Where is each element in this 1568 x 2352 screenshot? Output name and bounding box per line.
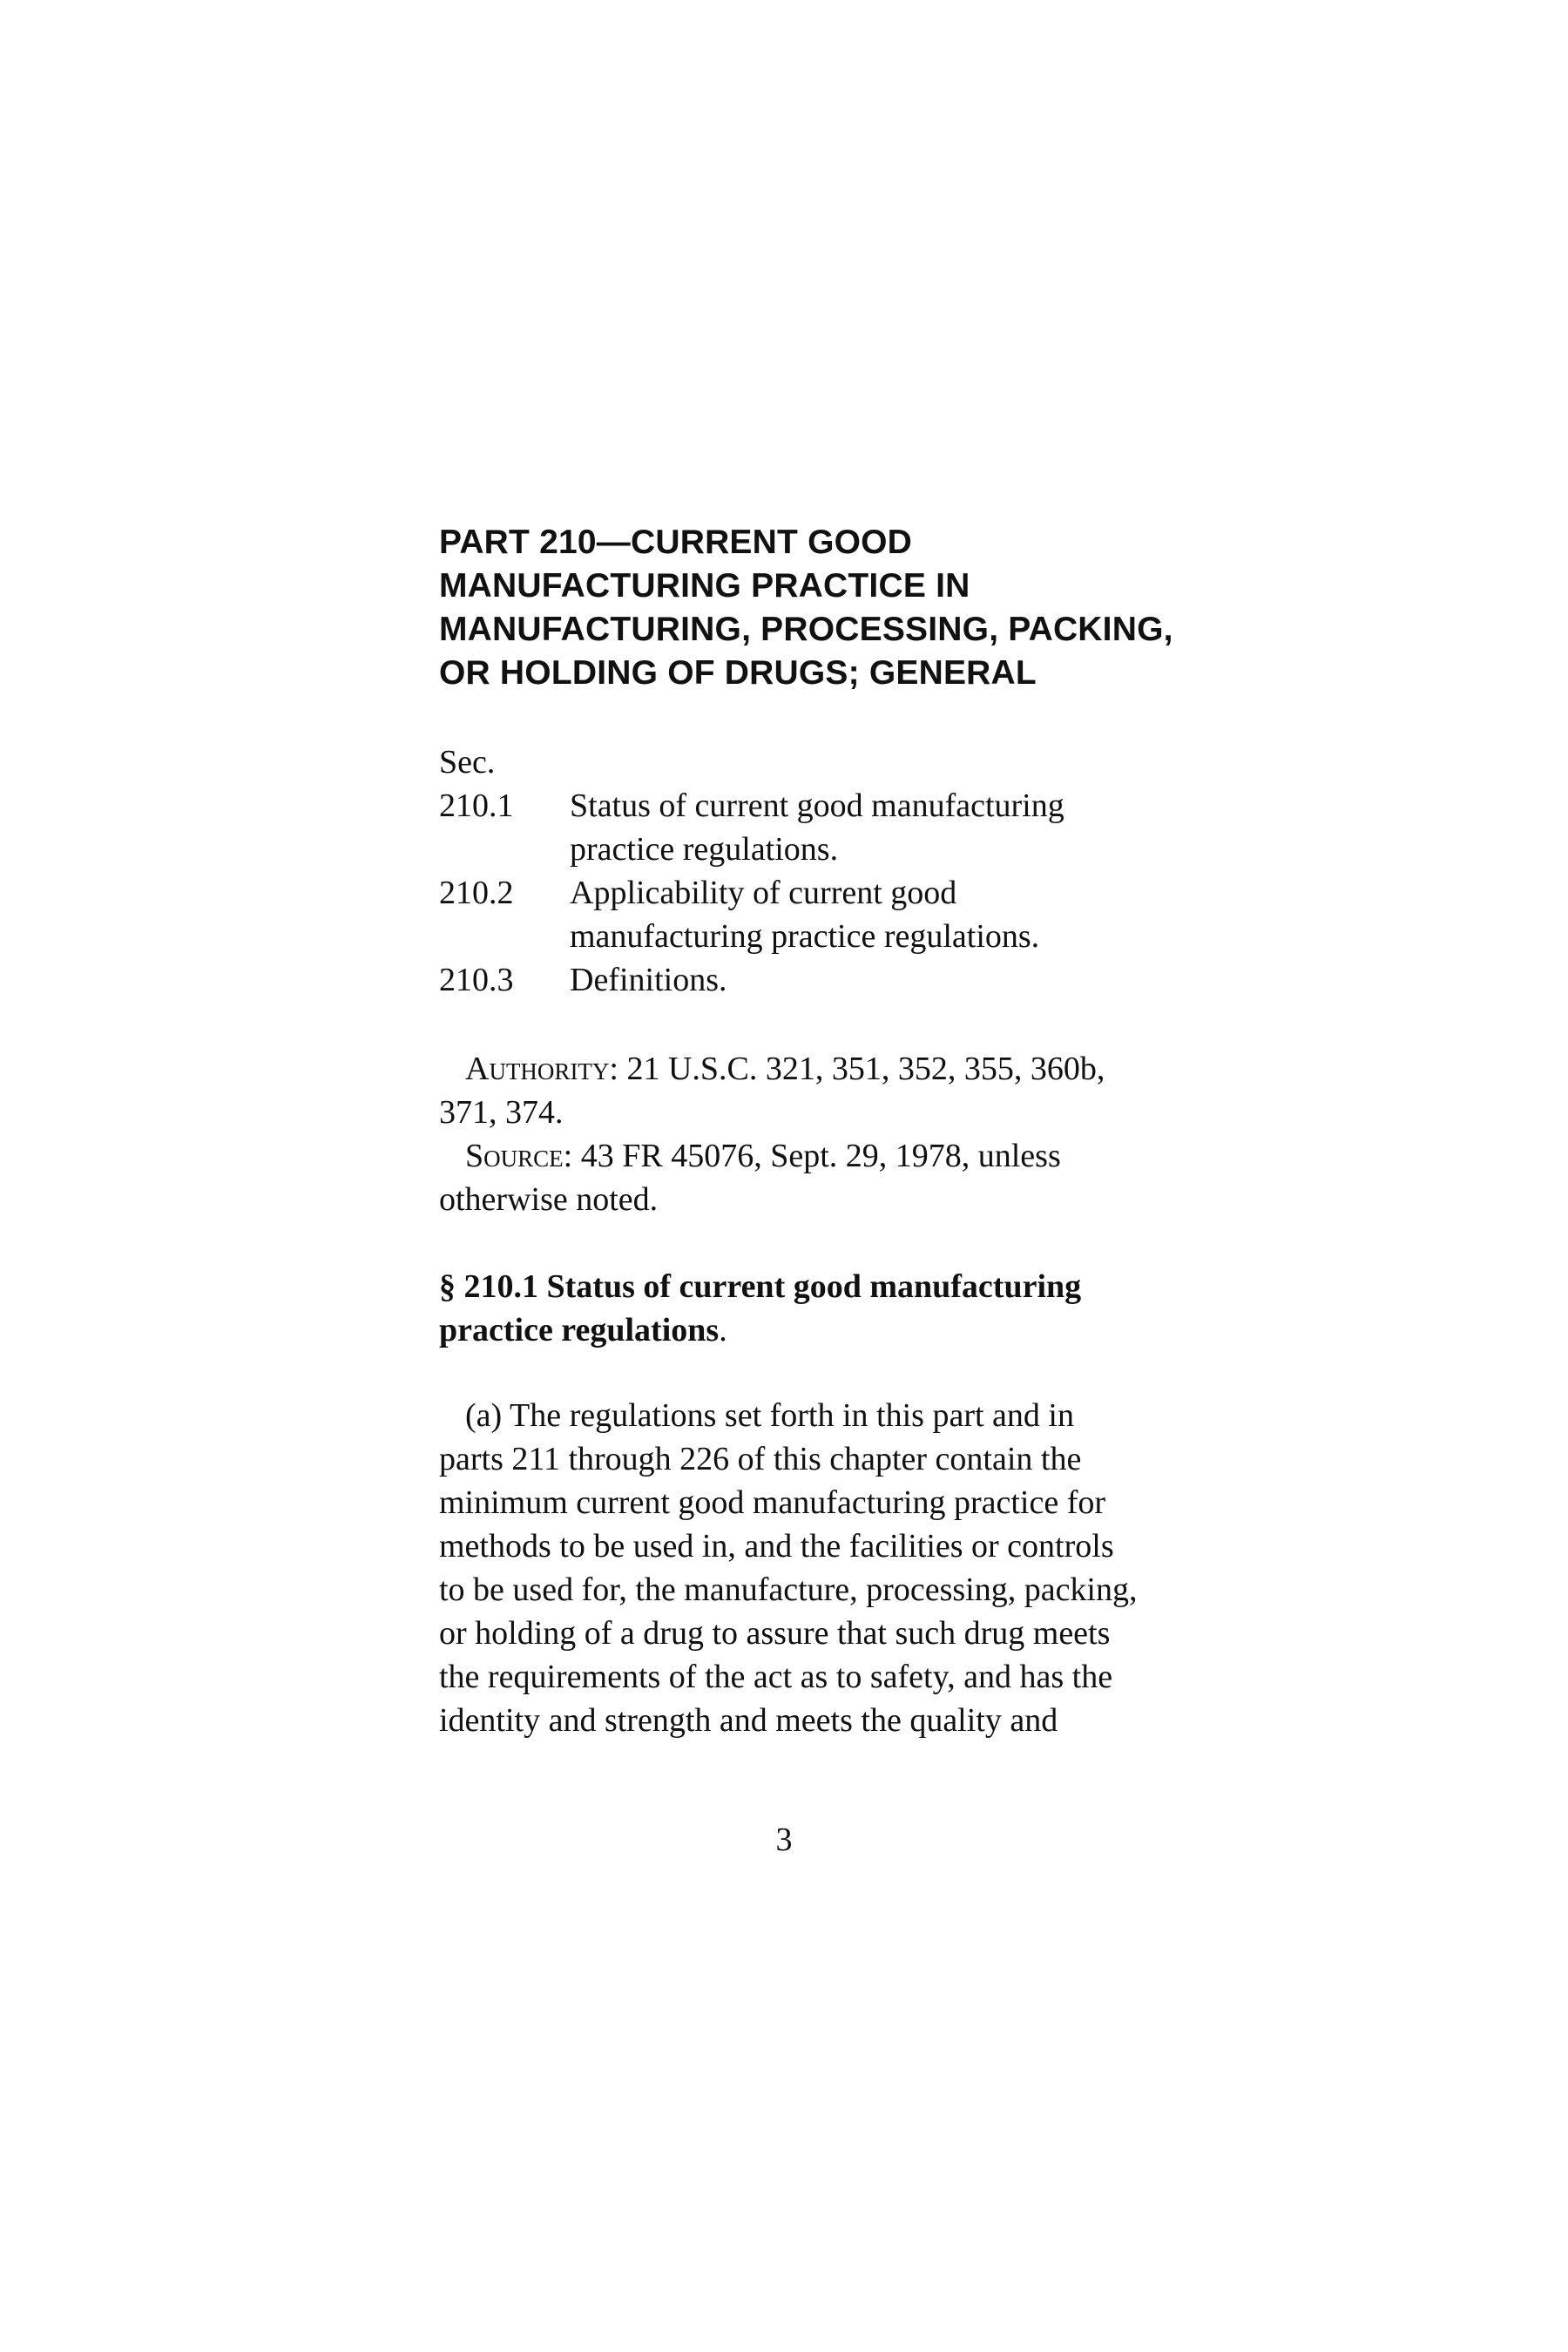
section-heading-period: . xyxy=(719,1312,727,1348)
toc-entry-text xyxy=(570,871,1039,958)
paragraph-line: parts 211 through 226 of this chapter contain the xyxy=(439,1441,1082,1477)
authority-source-block xyxy=(439,1047,1223,1221)
section-contents xyxy=(439,740,1223,1002)
paragraph-line: the requirements of the act as to safety, and has the xyxy=(439,1659,1113,1695)
section-heading-line xyxy=(439,1308,1223,1352)
part-title-line: PART 210—CURRENT GOOD xyxy=(439,524,913,561)
toc-entry-number: 210.1 xyxy=(439,787,514,824)
page-content xyxy=(439,521,1223,1742)
toc-entry-line: Status of current good manufacturing xyxy=(570,787,1064,824)
paragraph-line: methods to be used in, and the facilities or controls xyxy=(439,1528,1114,1565)
part-title-line: MANUFACTURING, PROCESSING, PACKING, xyxy=(439,611,1173,648)
authority-text: : 21 U.S.C. 321, 351, 352, 355, 360b, xyxy=(609,1051,1105,1087)
toc-entry-line: practice regulations. xyxy=(570,831,839,868)
toc-entry-line: Definitions. xyxy=(570,962,727,998)
source-text: : 43 FR 45076, Sept. 29, 1978, unless xyxy=(563,1138,1061,1174)
source-line-continued: otherwise noted. xyxy=(439,1181,659,1218)
toc-entry xyxy=(439,958,1223,1002)
toc-entry xyxy=(439,784,1223,871)
section-paragraph xyxy=(439,1394,1223,1742)
paragraph-line: to be used for, the manufacture, processing, packing, xyxy=(439,1571,1138,1608)
source-label: Source xyxy=(465,1138,564,1174)
page-number: 3 xyxy=(775,1821,793,1858)
toc-entry-text xyxy=(570,958,727,1002)
paragraph-line: (a) The regulations set forth in this part and in xyxy=(465,1397,1074,1434)
authority-line-continued: 371, 374. xyxy=(439,1094,564,1131)
part-title xyxy=(439,521,1223,695)
authority-label: Authority xyxy=(465,1051,610,1087)
toc-entry xyxy=(439,871,1223,958)
section-heading xyxy=(439,1265,1223,1352)
toc-entry-number: 210.2 xyxy=(439,875,514,911)
section-heading-text: practice regulations xyxy=(439,1312,720,1348)
toc-entry-text xyxy=(570,784,1064,871)
toc-entry-line: manufacturing practice regulations. xyxy=(570,918,1040,955)
part-title-line: MANUFACTURING PRACTICE IN xyxy=(439,567,970,605)
toc-heading: Sec. xyxy=(439,744,496,781)
toc-entry-line: Applicability of current good xyxy=(570,875,957,911)
source-line xyxy=(439,1134,1223,1178)
paragraph-line: or holding of a drug to assure that such drug meets xyxy=(439,1615,1111,1652)
toc-entry-number: 210.3 xyxy=(439,962,514,998)
paragraph-line: minimum current good manufacturing practice for xyxy=(439,1484,1106,1521)
section-heading-line: § 210.1 Status of current good manufacturing xyxy=(439,1268,1082,1305)
paragraph-line: identity and strength and meets the quality and xyxy=(439,1702,1058,1739)
part-title-line: OR HOLDING OF DRUGS; GENERAL xyxy=(439,654,1037,692)
authority-line xyxy=(439,1047,1223,1091)
